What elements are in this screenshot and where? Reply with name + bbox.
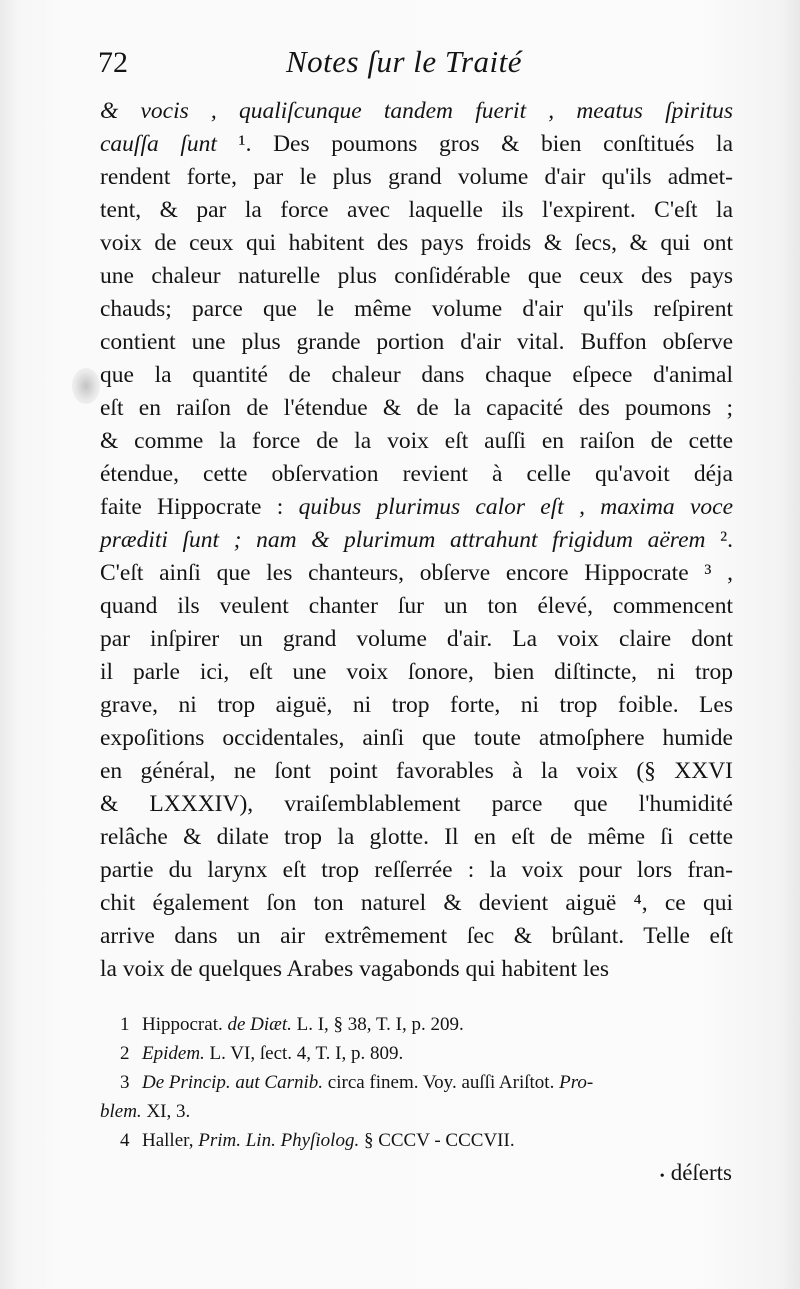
- italic-text: præditi ſunt ; nam & plurimum attrahunt frigidum aërem: [100, 527, 706, 553]
- catchword-text: déſerts: [670, 1160, 732, 1185]
- footnote: [100, 1039, 733, 1068]
- text-line: [100, 359, 733, 392]
- text-run: chit également ſon ton naturel & devient aiguë ⁴, ce qui: [100, 890, 733, 916]
- text-line: [100, 425, 733, 458]
- text-run: rendent forte, par le plus grand volume d'air qu'ils admet-: [100, 164, 733, 190]
- text-line: [100, 557, 733, 590]
- text-line: [100, 458, 733, 491]
- footnote-text: L. I, § 38, T. I, p. 209.: [291, 1014, 464, 1035]
- text-line: [100, 293, 733, 326]
- text-run: faite Hippocrate :: [100, 494, 299, 520]
- text-line: [100, 491, 733, 524]
- footnote-text: Haller,: [142, 1130, 199, 1151]
- italic-text: quibus plurimus calor eſt , maxima voce: [298, 494, 733, 520]
- text-run: arrive dans un air extrêmement ſec & brûlant. Telle eſt: [100, 923, 733, 949]
- footnote: [100, 1010, 733, 1039]
- text-line: [100, 227, 733, 260]
- page-header: [98, 44, 738, 84]
- footnote-number: 1: [120, 1014, 130, 1035]
- text-run: par inſpirer un grand volume d'air. La voix claire dont: [100, 626, 733, 652]
- text-line: [100, 326, 733, 359]
- footnotes: [100, 1010, 733, 1155]
- text-line: [100, 953, 733, 986]
- footnote-italic-text: Prim. Lin. Phyſiolog.: [198, 1130, 360, 1151]
- footnote-text: XI, 3.: [141, 1101, 191, 1122]
- catchword-mark: •: [659, 1169, 665, 1184]
- text-run: ¹. Des poumons gros & bien conſtitués la: [216, 131, 734, 157]
- footnote: [100, 1126, 733, 1155]
- footnote-text: § CCCV - CCCVII.: [359, 1130, 515, 1151]
- page-number: 72: [98, 46, 128, 79]
- text-run: étendue, cette obſervation revient à celle qu'avoit déja: [100, 461, 733, 487]
- footnote-number: 3: [120, 1072, 130, 1093]
- footnote-number: 4: [120, 1130, 130, 1151]
- text-run: la voix de quelques Arabes vagabonds qui habitent les: [100, 956, 610, 982]
- text-run: tent, & par la force avec laquelle ils l'expirent. C'eſt la: [100, 197, 733, 223]
- text-line: [100, 590, 733, 623]
- italic-text: cauſſa ſunt: [100, 131, 217, 157]
- text-line: [100, 656, 733, 689]
- text-line: [100, 95, 733, 128]
- text-run: grave, ni trop aiguë, ni trop forte, ni trop foible. Les: [100, 692, 733, 718]
- footnote-italic-text: de Diæt.: [227, 1014, 292, 1035]
- footnote: [100, 1068, 733, 1097]
- footnote-italic-text: blem.: [100, 1101, 142, 1122]
- text-run: il parle ici, eſt une voix ſonore, bien diſtincte, ni trop: [100, 659, 733, 685]
- footnote-italic-text: De Princip. aut Carnib.: [142, 1072, 324, 1093]
- text-line: [100, 920, 733, 953]
- catchword: [660, 1160, 732, 1186]
- italic-text: & vocis , qualiſcunque tandem fuerit , meatus ſpiritus: [100, 98, 733, 124]
- text-line: [100, 623, 733, 656]
- text-line: [100, 392, 733, 425]
- text-run: expoſitions occidentales, ainſi que toute atmoſphere humide: [100, 725, 733, 751]
- text-run: C'eſt ainſi que les chanteurs, obſerve encore Hippocrate ³ ,: [100, 560, 733, 586]
- text-line: [100, 161, 733, 194]
- text-line: [100, 755, 733, 788]
- footnote-text: circa finem. Voy. auſſi Ariſtot.: [323, 1072, 560, 1093]
- text-run: ².: [705, 527, 733, 553]
- text-line: [100, 788, 733, 821]
- text-line: [100, 854, 733, 887]
- text-run: relâche & dilate trop la glotte. Il en eſt de même ſi cette: [100, 824, 733, 850]
- text-line: [100, 128, 733, 161]
- footnote-text: L. VI, ſect. 4, T. I, p. 809.: [204, 1043, 404, 1064]
- text-line: [100, 821, 733, 854]
- footnote-number: 2: [120, 1043, 130, 1064]
- text-line: [100, 260, 733, 293]
- running-head: Notes ſur le Traité: [286, 44, 522, 79]
- text-run: une chaleur naturelle plus conſidérable que ceux des pays: [100, 263, 733, 289]
- text-line: [100, 722, 733, 755]
- footnote: [100, 1097, 733, 1126]
- text-line: [100, 194, 733, 227]
- text-run: & LXXXIV), vraiſemblablement parce que l'humidité: [100, 791, 733, 817]
- footnote-italic-text: Epidem.: [142, 1043, 205, 1064]
- text-run: contient une plus grande portion d'air vital. Buffon obſerve: [100, 329, 733, 355]
- text-run: voix de ceux qui habitent des pays froids & ſecs, & qui ont: [100, 230, 733, 256]
- text-line: [100, 887, 733, 920]
- text-run: & comme la force de la voix eſt auſſi en raiſon de cette: [100, 428, 733, 454]
- main-text: [100, 95, 733, 986]
- text-run: quand ils veulent chanter ſur un ton élevé, commencent: [100, 593, 733, 619]
- footnote-italic-text: Pro-: [559, 1072, 594, 1093]
- paper-stain: [72, 368, 100, 404]
- text-run: en général, ne ſont point favorables à la voix (§ XXVI: [100, 758, 733, 784]
- text-run: eſt en raiſon de l'étendue & de la capacité des poumons ;: [100, 395, 733, 421]
- text-run: que la quantité de chaleur dans chaque eſpece d'animal: [100, 362, 733, 388]
- text-run: chauds; parce que le même volume d'air qu'ils reſpirent: [100, 296, 733, 322]
- text-line: [100, 689, 733, 722]
- footnote-text: Hippocrat.: [142, 1014, 228, 1035]
- text-line: [100, 524, 733, 557]
- text-run: partie du larynx eſt trop reſſerrée : la voix pour lors fran-: [100, 857, 733, 883]
